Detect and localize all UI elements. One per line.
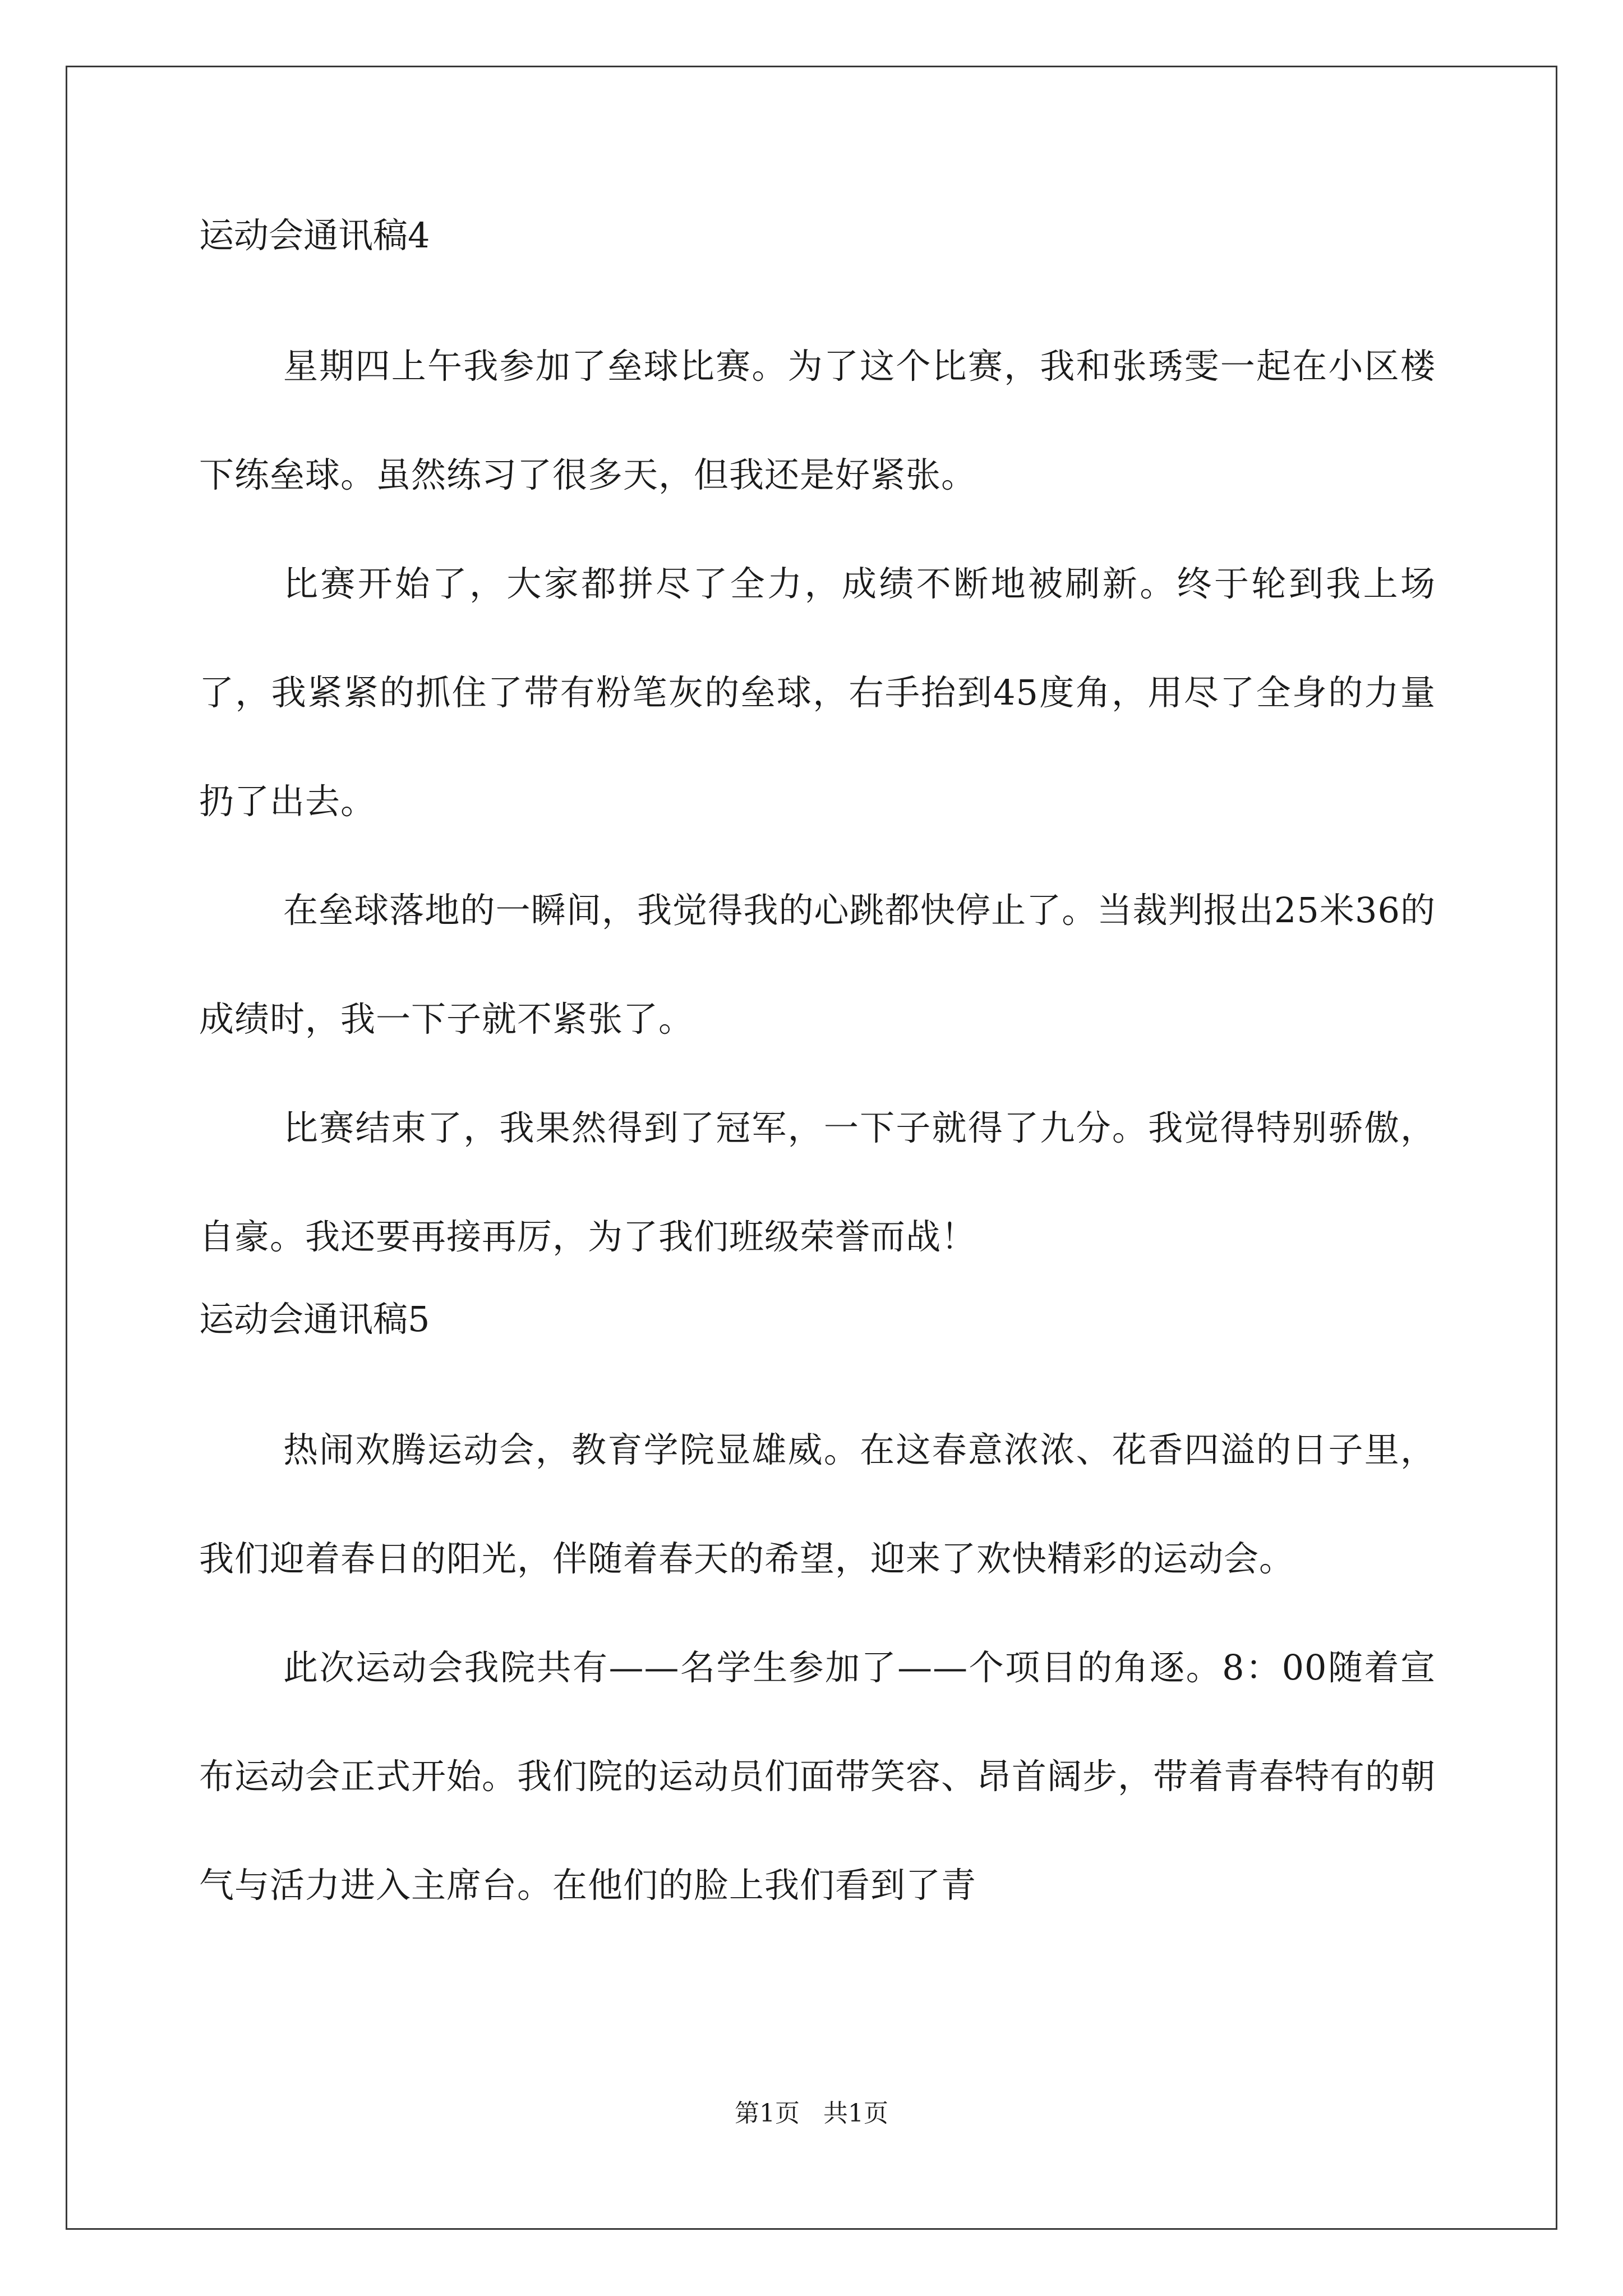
- page-footer: 第1页 共1页: [735, 2099, 888, 2128]
- paragraph: 星期四上午我参加了垒球比赛。为了这个比赛，我和张琇雯一起在小区楼下练垒球。虽然练习了很多天，但我还是好紧张。: [199, 346, 1436, 495]
- section-5: [199, 1291, 1436, 1940]
- document-body: [199, 208, 1436, 1940]
- section-heading: 运动会通讯稿5: [199, 1299, 430, 1340]
- paragraph: 此次运动会我院共有——名学生参加了——个项目的角逐。8：00随着宣布运动会正式开始。我们院的运动员们面带笑容、昂首阔步，带着青春特有的朝气与活力进入主席台。在他们的脸上我们看到了青: [199, 1647, 1436, 1906]
- paragraph: 在垒球落地的一瞬间，我觉得我的心跳都快停止了。当裁判报出25米36的成绩时，我一下子就不紧张了。: [199, 890, 1436, 1039]
- section-heading: 运动会通讯稿4: [199, 215, 430, 256]
- section-4: [199, 208, 1436, 1291]
- paragraph: 比赛开始了，大家都拼尽了全力，成绩不断地被刷新。终于轮到我上场了，我紧紧的抓住了带有粉笔灰的垒球，右手抬到45度角，用尽了全身的力量扔了出去。: [199, 563, 1436, 822]
- paragraph: 比赛结束了，我果然得到了冠军，一下子就得了九分。我觉得特别骄傲，自豪。我还要再接再厉，为了我们班级荣誉而战！: [199, 1107, 1436, 1257]
- paragraph: 热闹欢腾运动会，教育学院显雄威。在这春意浓浓、花香四溢的日子里，我们迎着春日的阳光，伴随着春天的希望，迎来了欢快精彩的运动会。: [199, 1429, 1436, 1579]
